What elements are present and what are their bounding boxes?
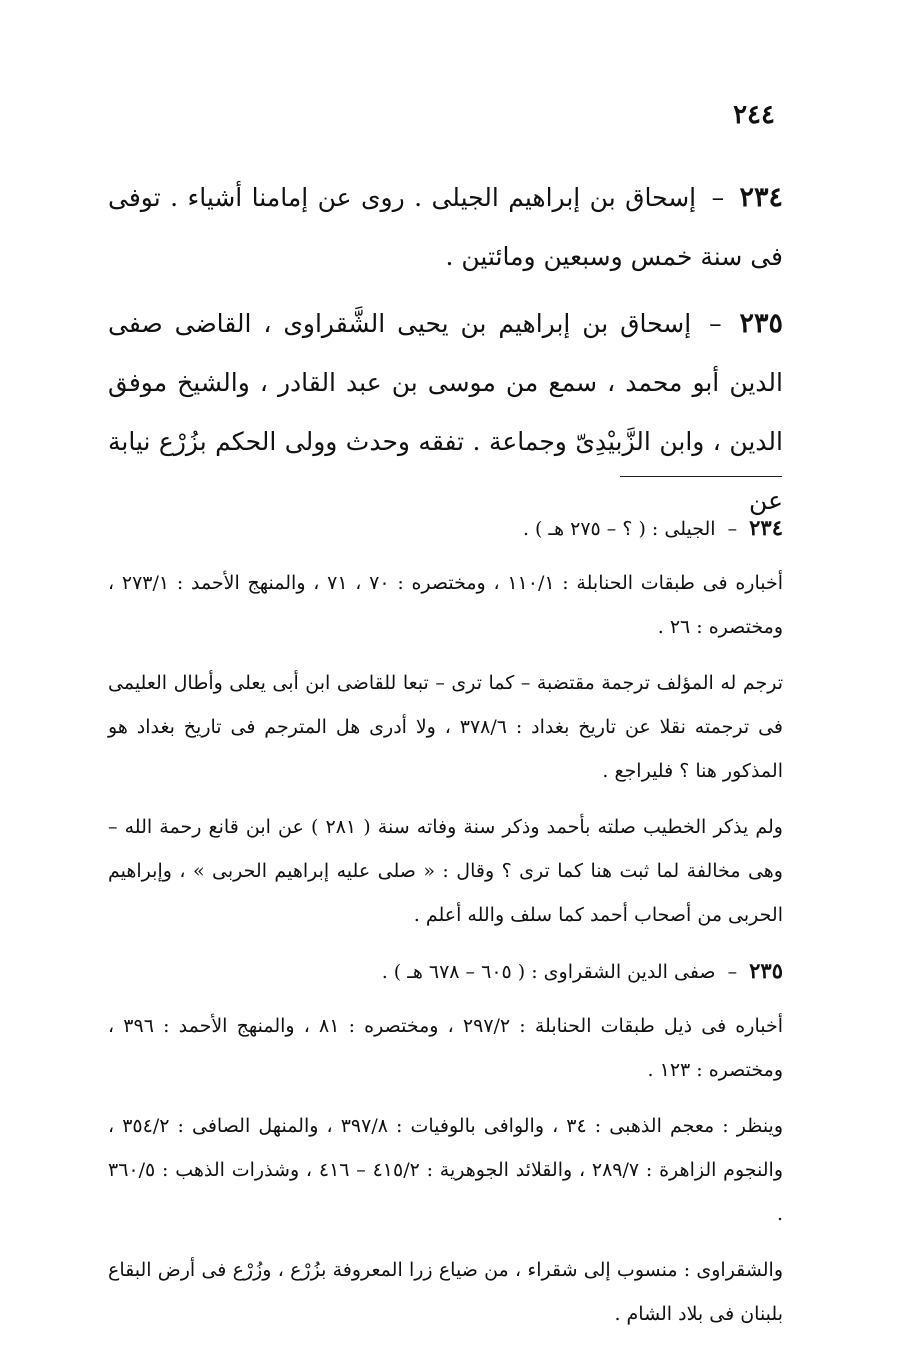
footnote-dash: –: [727, 518, 738, 540]
footnote-number: ٢٣٥: [749, 958, 783, 983]
entry-text: إسحاق بن إبراهيم بن يحيى الشَّقراوى ، القاضى صفى الدين أبو محمد ، سمع من موسى بن عبد القادر ، والشيخ موفق الدين ، وابن الزَّبيْدِىّ وجماعة . تفقه وحدث وولى الحكم بزُرْع نيابة عن: [108, 309, 783, 515]
footnote-number: ٢٣٤: [749, 515, 783, 540]
footnote-paragraph: أخباره فى ذيل طبقات الحنابلة : ٢٩٧/٢ ، ومختصره : ٨١ ، والمنهج الأحمد : ٣٩٦ ، ومختصره : ١٢٣ .: [108, 1015, 783, 1081]
entry-234: [108, 168, 783, 286]
footnote-paragraph: أخباره فى طبقات الحنابلة : ١١٠/١ ، ومختصره : ٧٠ ، ٧١ ، والمنهج الأحمد : ٢٧٣/١ ، ومختصره : ٢٦ .: [108, 572, 783, 638]
footnote-dash: –: [727, 961, 738, 983]
entry-number: ٢٣٤: [739, 182, 783, 213]
footnote-paragraph: وينظر : معجم الذهبى : ٣٤ ، والوافى بالوفيات : ٣٩٧/٨ ، والمنهل الصافى : ٣٥٤/٢ ، والنجوم الزاهرة : ٢٨٩/٧ ، والقلائد الجوهرية : ٤١٥/٢ – ٤١٦ ، وشذرات الذهب : ٣٦٠/٥ .: [108, 1115, 784, 1225]
entry-235: [108, 294, 783, 530]
footnote-heading-234: [108, 506, 783, 551]
entry-number: ٢٣٥: [739, 308, 783, 339]
page-number: ٢٤٤: [733, 100, 775, 130]
entry-text: إسحاق بن إبراهيم الجيلى . روى عن إمامنا أشياء . توفى فى سنة خمس وسبعين ومائتين .: [108, 183, 783, 271]
footnote-heading-text: الجيلى : ( ؟ – ٢٧٥ هـ ) .: [522, 518, 716, 540]
footnote-heading-235: [108, 949, 783, 994]
main-text: [108, 168, 783, 538]
entry-dash: –: [709, 309, 722, 338]
footnote-paragraph: ولم يذكر الخطيب صلته بأحمد وذكر سنة وفاته سنة ( ٢٨١ ) عن ابن قانع رحمة الله – وهى مخالفة لما ثبت هنا كما ترى ؟ وقال : « صلى عليه إبراهيم الحربى » ، وإبراهيم الحربى من أصحاب أحمد كما سلف والله أعلم .: [108, 816, 783, 926]
footnote-heading-text: صفى الدين الشقراوى : ( ٦٠٥ – ٦٧٨ هـ ) .: [381, 961, 716, 983]
footnote-divider: [620, 476, 782, 477]
entry-dash: –: [711, 183, 725, 212]
footnote-paragraph: ترجم له المؤلف ترجمة مقتضبة – كما ترى – تبعا للقاضى ابن أبى يعلى وأطال العليمى فى ترجمته نقلا عن تاريخ بغداد : ٣٧٨/٦ ، ولا أدرى هل المترجم فى تاريخ بغداد هو المذكور هنا ؟ فليراجع .: [108, 672, 783, 782]
footnotes: [108, 506, 783, 1348]
footnote-paragraph: والشقراوى : منسوب إلى شقراء ، من ضياع زرا المعروفة بزُرْع ، وزُرْع فى أرض البقاع بلبنان فى بلاد الشام .: [108, 1259, 783, 1325]
